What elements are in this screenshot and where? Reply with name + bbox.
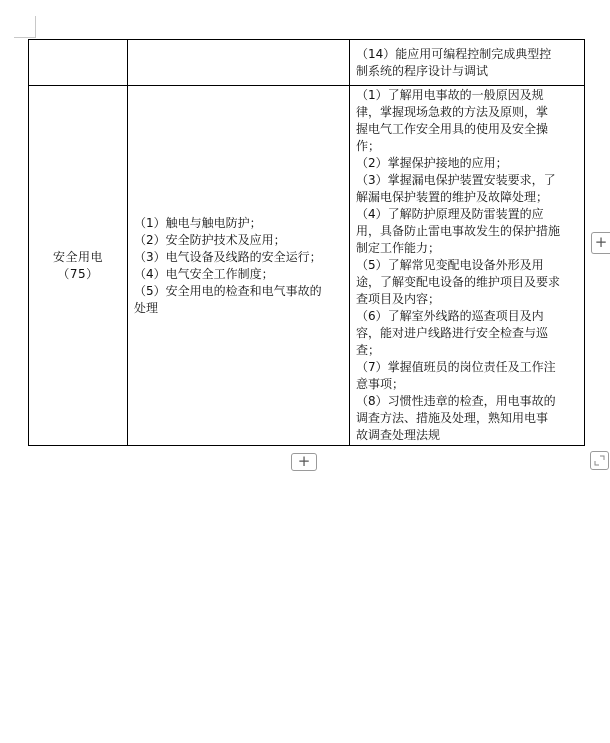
- requirement-line: 调查方法、措施及处理，熟知用电事: [356, 411, 549, 425]
- topic-line: 处理: [134, 300, 159, 315]
- page-margin-corner-mark: [14, 16, 36, 38]
- requirement-line: 制定工作能力；: [356, 241, 441, 255]
- topic-line: （5）安全用电的检查和电气事故的: [134, 283, 322, 298]
- resize-corner-icon: [591, 452, 608, 469]
- curriculum-table: [28, 39, 585, 446]
- add-row-button[interactable]: [291, 453, 317, 471]
- requirement-line: （4）了解防护原理及防雷装置的应: [356, 207, 544, 221]
- requirement-line: （5）了解常见变配电设备外形及用: [356, 258, 544, 272]
- topics-cell[interactable]: [128, 40, 350, 86]
- topics-cell[interactable]: [128, 86, 350, 446]
- requirement-line: （7）掌握值班员的岗位责任及工作注: [356, 360, 556, 374]
- requirement-line: （3）掌握漏电保护装置安装要求，了: [356, 173, 556, 187]
- requirements-cell[interactable]: [350, 40, 585, 86]
- requirement-line: 查；: [356, 343, 381, 357]
- topic-line: （3）电气设备及线路的安全运行；: [134, 249, 322, 264]
- plus-icon: +: [297, 452, 311, 470]
- requirement-line: （2）掌握保护接地的应用；: [356, 156, 508, 170]
- module-hours: （75）: [57, 266, 99, 281]
- requirement-line: （14）能应用可编程控制完成典型控: [356, 46, 552, 61]
- table-row: [29, 40, 585, 86]
- requirement-line: 查项目及内容；: [356, 292, 441, 306]
- requirement-line: 途，了解变配电设备的维护项目及要求: [356, 275, 561, 289]
- requirements-cell[interactable]: [350, 86, 585, 446]
- requirement-line: 用，具备防止雷电事故发生的保护措施: [356, 224, 561, 238]
- requirement-line: 律，掌握现场急救的方法及原则，掌: [356, 105, 549, 119]
- requirement-line: （8）习惯性违章的检查，用电事故的: [356, 394, 556, 408]
- requirement-line: 容，能对进户线路进行安全检查与巡: [356, 326, 549, 340]
- requirement-line: （6）了解室外线路的巡查项目及内: [356, 309, 544, 323]
- module-name: 安全用电: [52, 249, 103, 264]
- requirement-line: 作；: [356, 139, 381, 153]
- requirement-line: （1）了解用电事故的一般原因及规: [356, 88, 544, 102]
- add-column-button[interactable]: [591, 232, 610, 254]
- topic-line: （2）安全防护技术及应用；: [134, 232, 286, 247]
- table-row: [29, 86, 585, 446]
- requirement-line: 意事项；: [356, 377, 405, 391]
- requirement-line: 解漏电保护装置的维护及故障处理；: [356, 190, 549, 204]
- requirement-line: 故调查处理法规: [356, 428, 441, 442]
- requirement-line: 握电气工作安全用具的使用及安全操: [356, 122, 549, 136]
- plus-icon: +: [594, 233, 608, 251]
- module-name-cell[interactable]: [29, 40, 128, 86]
- topic-line: （4）电气安全工作制度；: [134, 266, 274, 281]
- module-name-cell[interactable]: [29, 86, 128, 446]
- table-resize-handle[interactable]: [590, 451, 609, 470]
- requirement-line: 制系统的程序设计与调试: [356, 63, 489, 78]
- topic-line: （1）触电与触电防护；: [134, 215, 262, 230]
